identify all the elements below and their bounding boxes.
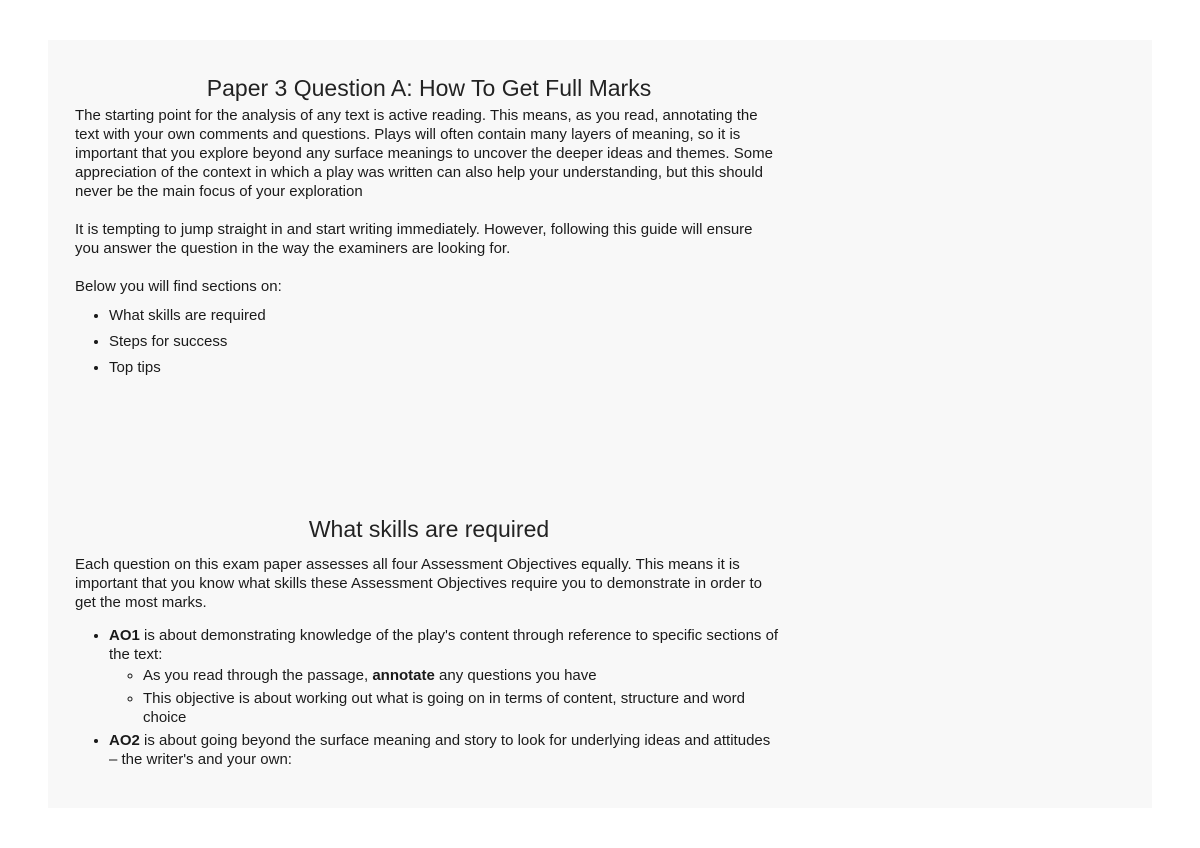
- sections-list: [75, 306, 780, 377]
- intro-paragraph-3: Below you will find sections on:: [75, 278, 282, 295]
- ao1-sublist: [109, 666, 780, 727]
- skills-paragraph: Each question on this exam paper assesses all four Assessment Objectives equally. This means it is important that you know what skills these Assessment Objectives require you to demonstrate in order to get the most marks.: [75, 556, 762, 611]
- section-item-tips: • Top tips: [109, 358, 780, 377]
- ao-list: [75, 626, 780, 769]
- ao1-sub1-bold: annotate: [372, 667, 435, 684]
- skills-section: [75, 555, 780, 769]
- ao1-sub-item-2: ◦ This objective is about working out what is going on in terms of content, structure and word choice: [143, 689, 780, 727]
- section-item-steps: • Steps for success: [109, 332, 780, 351]
- page-title: Paper 3 Question A: How To Get Full Marks: [206, 75, 652, 101]
- document-page: [48, 40, 1152, 808]
- ao2-label: AO2: [109, 732, 140, 749]
- intro-paragraph-1: The starting point for the analysis of any text is active reading. This means, as you read, annotating the text with your own comments and questions. Plays will often contain many layers of meaning, so it is important that you explore beyond any surface meanings to uncover the deeper ideas and themes. Some appreciation of the context in which a play was written can also help your understanding, but this should never be the main focus of your exploration: [75, 107, 773, 200]
- ao1-item: [109, 626, 780, 727]
- skills-heading: What skills are required: [308, 516, 550, 542]
- ao1-text: is about demonstrating knowledge of the play's content through reference to specific sections of the text:: [109, 627, 779, 663]
- ao1-sub-item-1: [143, 666, 780, 685]
- intro-paragraph-2: It is tempting to jump straight in and start writing immediately. However, following this guide will ensure you answer the question in the way the examiners are looking for.: [75, 221, 753, 257]
- ao1-label: AO1: [109, 627, 140, 644]
- ao2-item: [109, 731, 780, 769]
- section-item-skills: • What skills are required: [109, 306, 780, 325]
- ao1-sub1-post: any questions you have: [434, 667, 597, 684]
- ao2-text: is about going beyond the surface meaning and story to look for underlying ideas and attitudes – the writer's and your own:: [109, 732, 771, 768]
- ao1-sub1-pre: As you read through the passage,: [143, 667, 373, 684]
- document-content: [75, 74, 780, 768]
